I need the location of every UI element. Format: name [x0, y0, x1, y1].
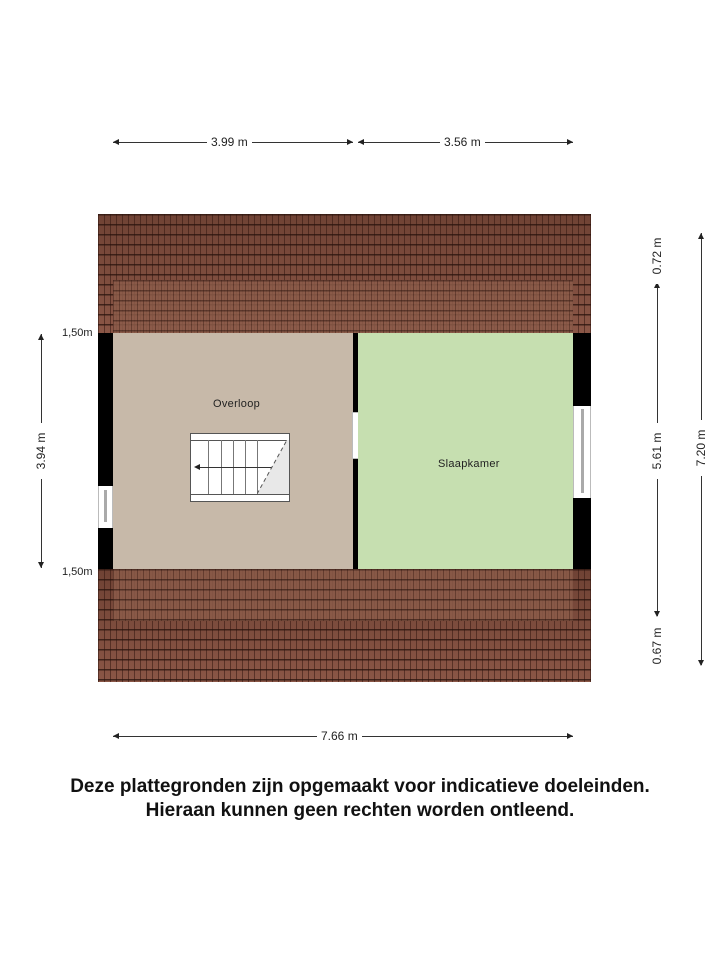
arrow-up-icon — [698, 233, 704, 239]
stair-arrow-icon — [194, 464, 200, 470]
dimension-label: 3.94 m — [34, 423, 50, 479]
roof-top-slope-low — [113, 280, 573, 333]
window-left — [98, 486, 113, 528]
disclaimer-line-1: Deze plattegronden zijn opgemaakt voor indicatieve doeleinden. — [70, 776, 650, 797]
arrow-right-icon — [567, 139, 573, 145]
arrow-up-icon — [38, 334, 44, 340]
roof-bottom-slope-low — [113, 569, 573, 621]
marker-label-bottom: 1,50m — [62, 566, 93, 578]
arrow-left-icon — [358, 139, 364, 145]
disclaimer-line-2: Hieraan kunnen geen rechten worden ontleend. — [145, 800, 575, 821]
window-right — [573, 406, 591, 498]
dimension-label: 7.20 m — [694, 420, 710, 476]
arrow-left-icon — [113, 733, 119, 739]
arrow-down-icon — [654, 611, 660, 617]
dimension-label-top: 0.72 m — [650, 228, 666, 284]
room-slaapkamer — [358, 333, 573, 569]
marker-label-top: 1,50m — [62, 327, 93, 339]
room-label-slaapkamer: Slaapkamer — [438, 458, 500, 470]
dimension-label-bottom: 0.67 m — [650, 618, 666, 674]
arrow-down-icon — [38, 562, 44, 568]
dimension-label-middle: 5.61 m — [650, 423, 666, 479]
room-label-overloop: Overloop — [213, 398, 261, 410]
arrow-down-icon — [698, 660, 704, 666]
dimension-label: 3.99 m — [207, 135, 252, 149]
stair-winder — [257, 440, 289, 494]
arrow-left-icon — [113, 139, 119, 145]
arrow-right-icon — [347, 139, 353, 145]
dimension-label: 7.66 m — [317, 729, 362, 743]
dimension-label: 3.56 m — [440, 135, 485, 149]
staircase — [190, 433, 290, 502]
arrow-right-icon — [567, 733, 573, 739]
